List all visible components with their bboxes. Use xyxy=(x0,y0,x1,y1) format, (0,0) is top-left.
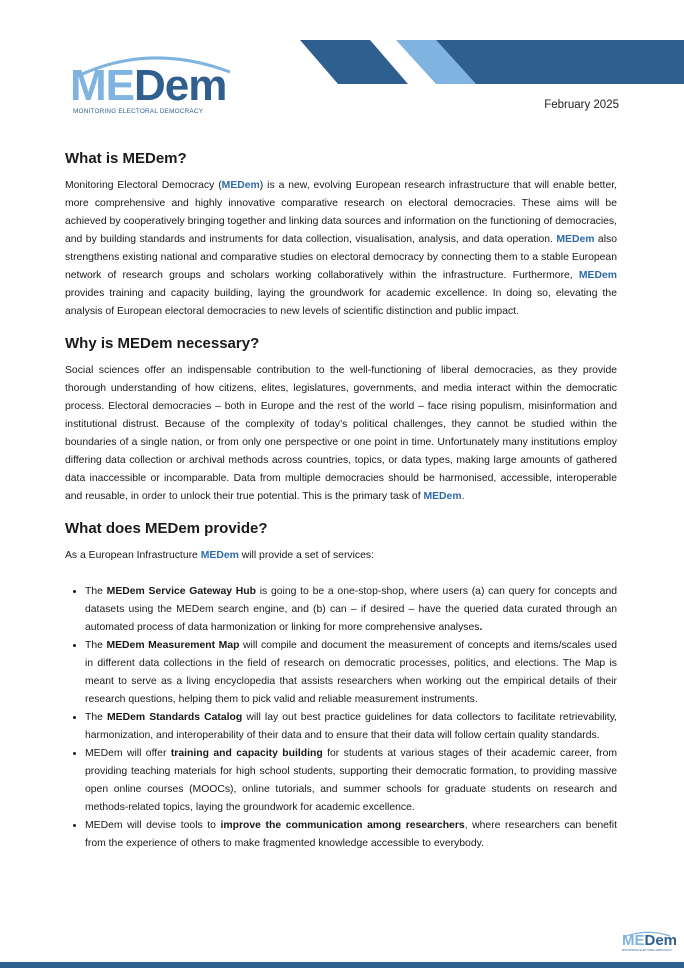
text-span: for students at various stages of their academic career, from providing teaching materials for high school students, supporting their democratic formation, to providing massive open online courses (MOOCs), online tutorials, and summer schools for graduate students on research and methods-related topics, laying the groundwork for academic excellence. xyxy=(85,748,618,813)
services-list xyxy=(65,583,617,853)
list-item xyxy=(85,637,617,709)
logo-subtitle: MONITORING ELECTORAL DEMOCRACY xyxy=(73,108,204,115)
service-name: MEDem Measurement Map xyxy=(106,640,240,651)
brand-mention: MEDem xyxy=(200,550,239,561)
text-span: will compile and document the measurement of concepts and items/scales used in different data collections in the field of research on democratic processes, politics, and elections. The Map is meant to serve as a living encyclopedia that assists researchers when working out the empirical details of their research questions, helping them to pick valid and reliable measurement instruments. xyxy=(85,640,617,705)
text-span: provides training and capacity building, laying the groundwork for academic excellence. In doing so, elevating the analysis of European electoral democracies to new levels of scientific distinction and public impact. xyxy=(65,288,617,317)
logo-part-me: ME xyxy=(70,61,134,110)
text-span: will provide a set of services: xyxy=(238,550,374,561)
brand-mention: MEDem xyxy=(423,491,462,502)
service-name: MEDem Service Gateway Hub xyxy=(106,586,256,597)
section-paragraph-what xyxy=(65,177,617,321)
text-span: MEDem will offer xyxy=(85,748,171,759)
text-span: Monitoring Electoral Democracy ( xyxy=(65,180,222,191)
text-span: MEDem will devise tools to xyxy=(85,820,221,831)
text-span: . xyxy=(461,491,465,502)
service-name: MEDem Standards Catalog xyxy=(107,712,243,723)
medem-logo xyxy=(70,50,240,120)
brand-mention: MEDem xyxy=(221,180,260,191)
brand-mention: MEDem xyxy=(556,234,595,245)
text-span: ) is a new, evolving European research infrastructure that will enable better, more comprehensive and highly innovative comparative research on electoral democracies. These aims will be achieved by cooperatively bringing together and linking data sources and information on the functioning of democracies, and by building standards and instruments for data collection, visualisation, analysis, and data operation. xyxy=(65,180,617,245)
text-span: As a European Infrastructure xyxy=(65,550,201,561)
list-item xyxy=(85,817,617,853)
text-span: The xyxy=(85,712,108,723)
footer-bar xyxy=(0,962,684,968)
section-heading-what: What is MEDem? xyxy=(65,150,187,167)
section-heading-provide: What does MEDem provide? xyxy=(65,520,268,537)
text-span: is going to be a one-stop-shop, where users (a) can query for concepts and datasets using the MEDem search engine, and (b) can – if desired – have the queried data curated through an automated process of data harmonization or linking for more comprehensive analyses xyxy=(85,586,617,633)
text-span: will lay out best practice guidelines for data collectors to facilitate retrievability, harmonization, and interoperability of their data and to ensure that their data will follow certain quality standards. xyxy=(85,712,618,741)
logo-wordmark xyxy=(70,61,227,110)
service-name: improve the communication among researchers xyxy=(220,820,465,831)
footer-logo-part-dem: Dem xyxy=(644,932,678,949)
footer-logo-part-me: ME xyxy=(622,932,645,949)
text-span: Social sciences offer an indispensable contribution to the well-functioning of liberal democracies, as they provide thorough understanding of how citizens, elites, legislatures, governments, and media interact within the democratic process. Electoral democracies – both in Europe and the rest of the world – face rising populism, misinformation and institutional distrust. Because of the complexity of today’s political challenges, they cannot be studied within the boundaries of a single nation, or from only one perspective or one point in time. Unfortunately many institutions employ differing data collection or archival methods across countries, topics, or data types, making large amounts of gathered data inaccessible or incomparable. Data from multiple democracies should be harmonised, accessible, interoperable and reusable, in order to unlock their true potential. This is the primary task of xyxy=(65,365,617,502)
section-paragraph-why xyxy=(65,362,617,506)
section-heading-why: Why is MEDem necessary? xyxy=(65,335,260,352)
brand-mention: MEDem xyxy=(578,270,617,281)
logo-part-dem: Dem xyxy=(134,61,227,110)
document-date: February 2025 xyxy=(544,99,619,111)
text-span: The xyxy=(85,586,107,597)
document-body xyxy=(65,150,617,853)
footer-logo-subtitle: MONITORING ELECTORAL DEMOCRACY xyxy=(622,949,673,952)
list-item xyxy=(85,583,617,637)
section-intro-provide xyxy=(65,547,617,565)
header-banner-shapes xyxy=(300,40,684,84)
footer-logo-arc-icon xyxy=(622,930,672,938)
service-name: training and capacity building xyxy=(170,748,323,759)
text-span: , where researchers can benefit from the experience of others to make fragmented knowledge accessible to everybody. xyxy=(85,820,617,849)
list-item xyxy=(85,709,617,745)
text-span: . xyxy=(479,622,483,633)
list-item xyxy=(85,745,617,817)
text-span: also strengthens existing national and comparative studies on electoral democracy by connecting them to a stable European network of research groups and scholars working collaboratively within the infrastructure. Furthermore, xyxy=(65,234,617,281)
footer-logo xyxy=(622,932,678,957)
text-span: The xyxy=(85,640,107,651)
